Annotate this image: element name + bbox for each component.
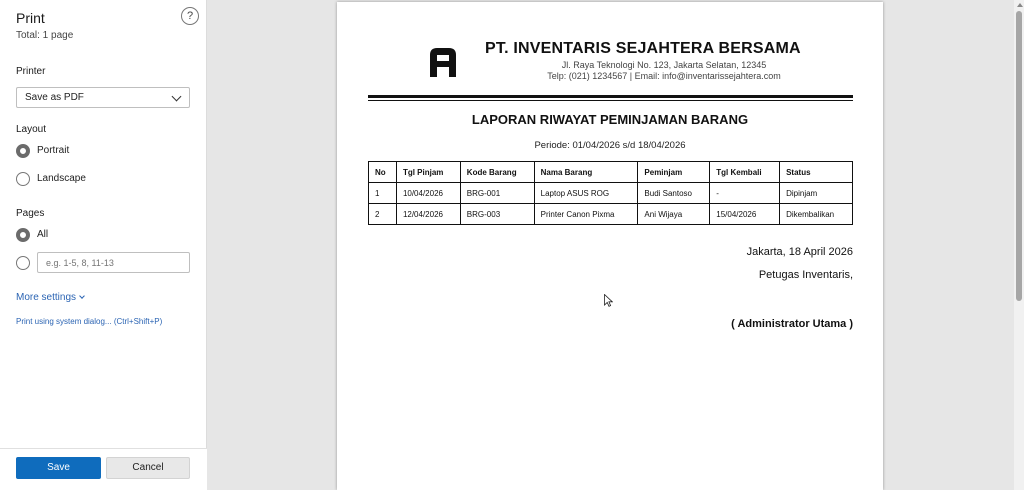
table-cell: BRG-003 — [460, 204, 534, 225]
radio-selected-icon[interactable] — [16, 228, 30, 242]
print-title: Print — [16, 10, 45, 26]
table-row — [369, 204, 853, 225]
table-cell: 2 — [369, 204, 397, 225]
company-name: PT. INVENTARIS SEJAHTERA BERSAMA — [485, 40, 801, 57]
document-page — [337, 2, 883, 490]
column-header: Nama Barang — [534, 162, 638, 183]
printer-value: Save as PDF — [25, 92, 84, 103]
table-cell: Printer Canon Pixma — [534, 204, 638, 225]
more-settings-link[interactable] — [16, 292, 84, 303]
signature-role: Petugas Inventaris, — [758, 269, 853, 281]
header-divider — [368, 95, 853, 98]
radio-icon[interactable] — [16, 256, 30, 270]
system-dialog-link[interactable]: Print using system dialog... (Ctrl+Shift+P) — [16, 317, 163, 326]
table-cell: 1 — [369, 183, 397, 204]
layout-label: Layout — [16, 124, 47, 135]
chevron-down-icon — [79, 293, 85, 299]
table-cell: - — [710, 183, 780, 204]
table-cell: Dipinjam — [780, 183, 853, 204]
printer-label: Printer — [16, 66, 46, 77]
mouse-pointer-icon — [604, 294, 613, 307]
radio-icon[interactable] — [16, 172, 30, 186]
scrollbar-thumb[interactable] — [1016, 11, 1022, 301]
more-settings-label: More settings — [16, 292, 77, 303]
table-cell: Ani Wijaya — [638, 204, 710, 225]
column-header: Peminjam — [638, 162, 710, 183]
total-pages: Total: 1 page — [16, 30, 74, 41]
column-header: No — [369, 162, 397, 183]
chevron-down-icon — [172, 92, 182, 102]
layout-landscape-label: Landscape — [37, 173, 86, 184]
report-title: LAPORAN RIWAYAT PEMINJAMAN BARANG — [471, 112, 749, 127]
column-header: Kode Barang — [460, 162, 534, 183]
table-cell: Laptop ASUS ROG — [534, 183, 638, 204]
layout-portrait-label: Portrait — [37, 145, 70, 156]
table-row — [369, 183, 853, 204]
table-cell: Budi Santoso — [638, 183, 710, 204]
table-cell: 12/04/2026 — [396, 204, 460, 225]
radio-selected-icon[interactable] — [16, 144, 30, 158]
table-cell: BRG-001 — [460, 183, 534, 204]
table-cell: 10/04/2026 — [396, 183, 460, 204]
column-header: Status — [780, 162, 853, 183]
table-cell: Dikembalikan — [780, 204, 853, 225]
printer-select[interactable] — [16, 87, 190, 108]
report-period: Periode: 01/04/2026 s/d 18/04/2026 — [534, 140, 686, 151]
pages-range-input[interactable] — [37, 252, 190, 273]
preview-scrollbar[interactable] — [1014, 0, 1024, 490]
print-settings-panel — [0, 0, 207, 490]
pages-label: Pages — [16, 208, 45, 219]
save-button[interactable]: Save — [16, 457, 101, 479]
loan-history-table — [368, 161, 853, 225]
signature-name: ( Administrator Utama ) — [731, 318, 853, 330]
pages-all-label: All — [37, 229, 49, 240]
company-contact: Telp: (021) 1234567 | Email: info@inventarissejahtera.com — [547, 71, 781, 81]
company-address: Jl. Raya Teknologi No. 123, Jakarta Selatan, 12345 — [561, 60, 767, 70]
column-header: Tgl Kembali — [710, 162, 780, 183]
help-icon[interactable]: ? — [181, 7, 199, 25]
table-header-row — [369, 162, 853, 183]
cancel-button[interactable]: Cancel — [106, 457, 190, 479]
signature-place-date: Jakarta, 18 April 2026 — [746, 246, 853, 258]
column-header: Tgl Pinjam — [396, 162, 460, 183]
scroll-up-arrow-icon[interactable] — [1017, 3, 1023, 7]
table-cell: 15/04/2026 — [710, 204, 780, 225]
header-divider-thin — [368, 100, 853, 101]
